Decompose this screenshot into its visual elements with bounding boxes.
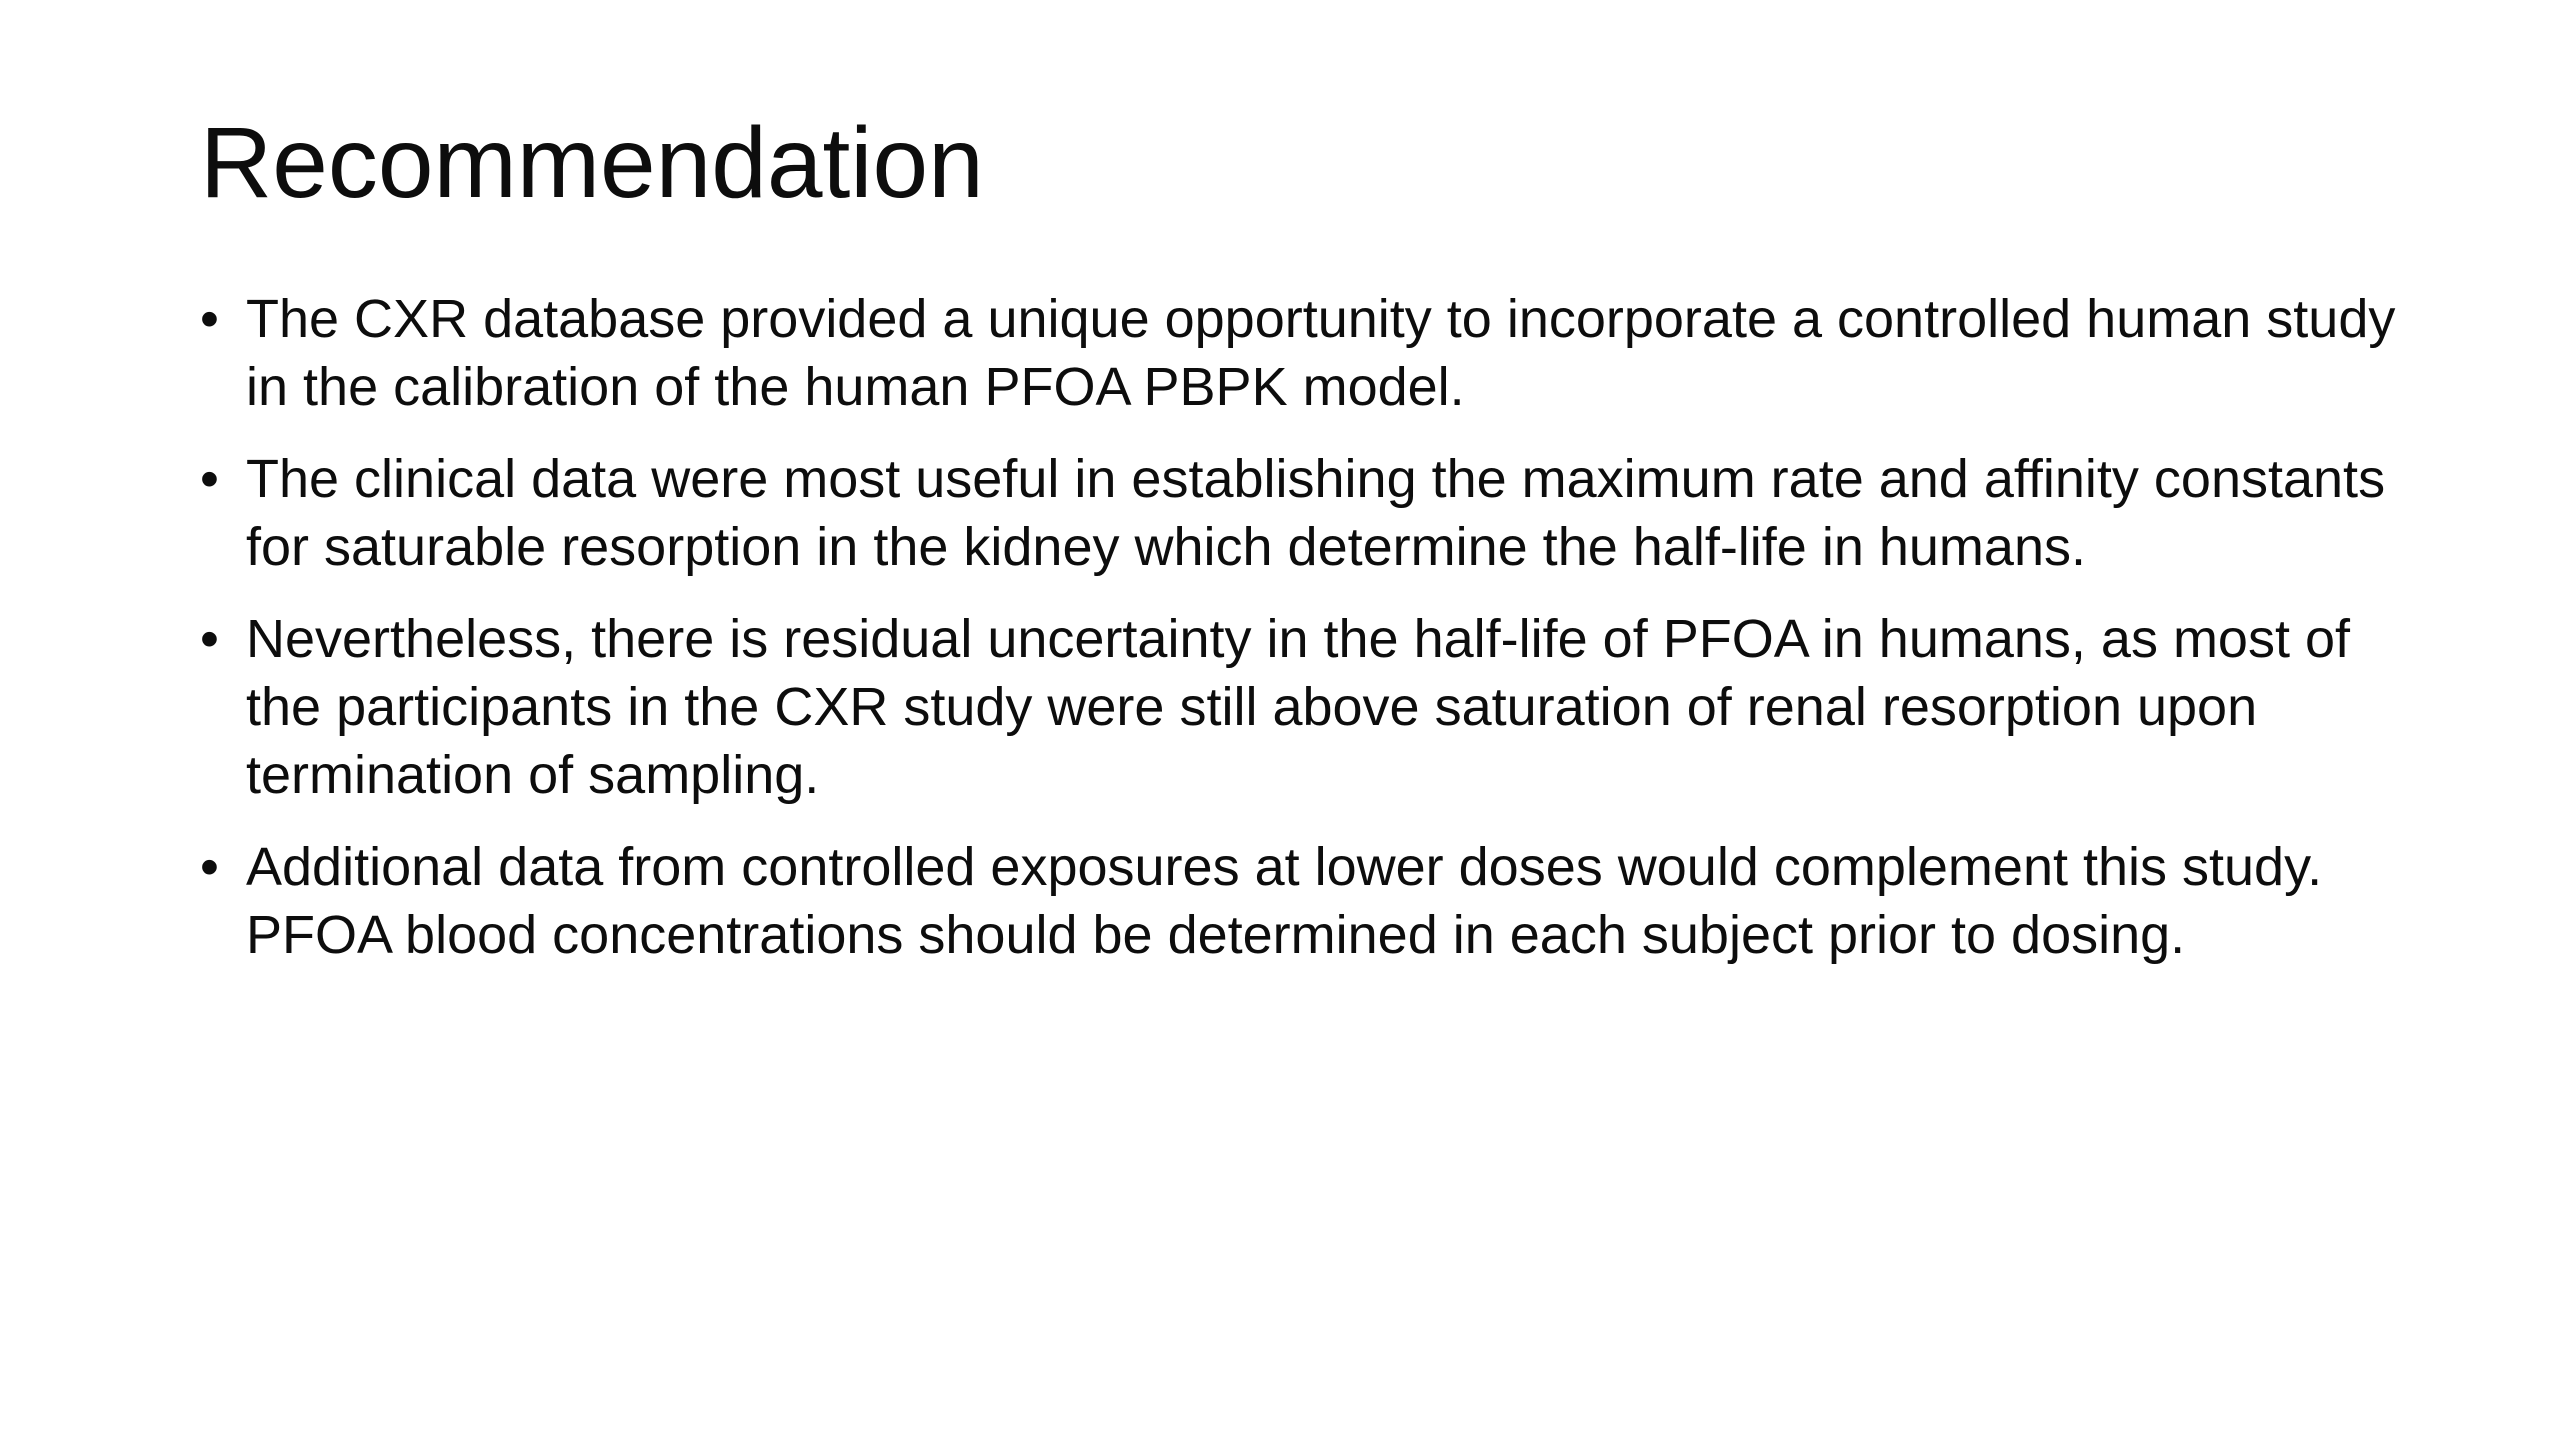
bullet-dot-icon: • — [200, 289, 219, 349]
bullet-text: Additional data from controlled exposures at lower doses would complement this study. PFOA blood concentrations should be determined in each subject prior to dosing. — [246, 837, 2323, 965]
bullet-item — [200, 605, 2400, 809]
bullet-dot-icon: • — [200, 837, 219, 897]
bullet-text: The CXR database provided a unique opportunity to incorporate a controlled human study in the calibration of the human PFOA PBPK model. — [246, 289, 2396, 417]
slide-title: Recommendation — [200, 107, 984, 219]
bullet-text: The clinical data were most useful in establishing the maximum rate and affinity constants for saturable resorption in the kidney which determine the half-life in humans. — [246, 449, 2386, 577]
bullet-text: Nevertheless, there is residual uncertainty in the half-life of PFOA in humans, as most of the participants in the CXR study were still above saturation of renal resorption upon termination of sampling. — [246, 609, 2350, 805]
bullet-item — [200, 833, 2400, 969]
bullet-dot-icon: • — [200, 449, 219, 509]
bullet-list — [200, 285, 2400, 993]
bullet-dot-icon: • — [200, 609, 219, 669]
bullet-item — [200, 445, 2400, 581]
bullet-item — [200, 285, 2400, 421]
